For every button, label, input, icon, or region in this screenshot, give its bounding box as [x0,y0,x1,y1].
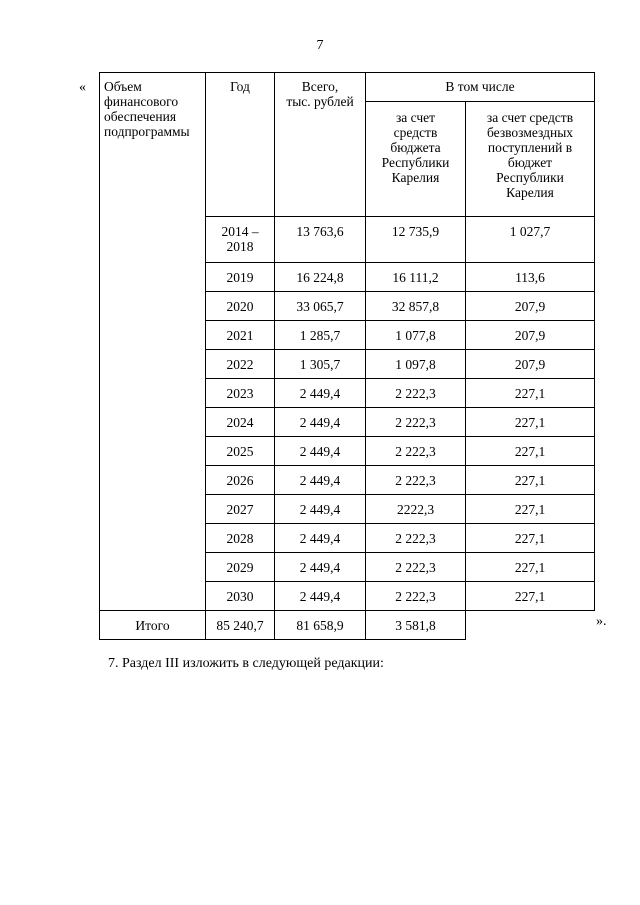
header-year-text: Год [230,79,250,94]
budget-cell: 2 222,3 [366,379,466,408]
row-label-line: финансового [104,94,179,109]
year-cell: 2020 [206,292,275,321]
header-total-line: тыс. рублей [286,94,354,109]
year-cell: Итого [100,611,206,640]
budget-cell: 12 735,9 [366,217,466,263]
total-cell: 13 763,6 [275,217,366,263]
year-cell: 2030 [206,582,275,611]
header-total [275,73,366,217]
grants-cell: 227,1 [466,408,595,437]
grants-cell: 227,1 [466,379,595,408]
grants-cell: 207,9 [466,350,595,379]
budget-cell: 2 222,3 [366,524,466,553]
year-cell [206,217,275,263]
year-cell: 2022 [206,350,275,379]
header-grants-line: поступлений в [487,140,573,155]
paragraph-text: 7. Раздел III изложить в следующей редакции: [108,656,384,671]
budget-cell: 16 111,2 [366,263,466,292]
grants-cell: 227,1 [466,466,595,495]
budget-cell: 2 222,3 [366,582,466,611]
header-grants-line: бюджет [507,155,553,170]
grants-cell: 113,6 [466,263,595,292]
row-label-line: Объем [104,79,142,94]
total-cell: 2 449,4 [275,524,366,553]
header-budget-line: средств [393,125,438,140]
budget-cell: 2222,3 [366,495,466,524]
budget-cell: 2 222,3 [366,553,466,582]
grants-cell: 207,9 [466,292,595,321]
header-including [366,73,595,102]
header-grants [466,102,595,217]
budget-cell: 1 077,8 [366,321,466,350]
year-cell: 2029 [206,553,275,582]
page-number: 7 [316,38,324,53]
year-cell: 2027 [206,495,275,524]
year-line: 2014 – [221,224,259,239]
financing-table [99,72,595,640]
row-label-cell [100,73,206,611]
opening-quote: « [79,80,86,95]
grants-cell: 227,1 [466,553,595,582]
total-cell: 2 449,4 [275,495,366,524]
total-cell: 2 449,4 [275,466,366,495]
year-cell: 2024 [206,408,275,437]
total-cell: 2 449,4 [275,408,366,437]
budget-cell: 2 222,3 [366,408,466,437]
grants-cell: 227,1 [466,582,595,611]
header-budget-line: Карелия [391,170,440,185]
header-year [206,73,275,217]
total-cell: 2 449,4 [275,553,366,582]
year-cell: 2028 [206,524,275,553]
total-cell: 1 305,7 [275,350,366,379]
budget-cell: 1 097,8 [366,350,466,379]
grants-cell: 227,1 [466,524,595,553]
total-cell: 16 224,8 [275,263,366,292]
closing-quote: ». [596,614,607,629]
year-cell: 2021 [206,321,275,350]
header-budget-line: бюджета [390,140,441,155]
row-label-line: подпрограммы [104,124,190,139]
year-cell: 2019 [206,263,275,292]
header-grants-line: за счет средств [486,110,574,125]
budget-cell: 2 222,3 [366,437,466,466]
budget-cell: 32 857,8 [366,292,466,321]
total-cell: 2 449,4 [275,437,366,466]
header-grants-line: Карелия [506,185,554,200]
table-row [100,611,595,640]
year-cell: 2026 [206,466,275,495]
grants-cell: 227,1 [466,495,595,524]
year-cell: 2025 [206,437,275,466]
header-total-line: Всего, [301,79,339,94]
grants-cell: 3 581,8 [366,611,466,640]
year-line: 2018 [226,239,254,254]
header-budget [366,102,466,217]
total-cell: 2 449,4 [275,379,366,408]
grants-cell: 227,1 [466,437,595,466]
year-cell: 2023 [206,379,275,408]
total-cell: 1 285,7 [275,321,366,350]
grants-cell: 1 027,7 [466,217,595,263]
total-cell: 33 065,7 [275,292,366,321]
budget-cell: 81 658,9 [275,611,366,640]
budget-cell: 2 222,3 [366,466,466,495]
header-grants-line: Республики [496,170,564,185]
total-cell: 85 240,7 [206,611,275,640]
header-grants-line: безвозмездных [486,125,574,140]
header-budget-line: Республики [381,155,450,170]
header-budget-line: за счет [395,110,436,125]
row-label-line: обеспечения [104,109,177,124]
grants-cell: 207,9 [466,321,595,350]
total-cell: 2 449,4 [275,582,366,611]
header-including-text: В том числе [445,79,515,94]
